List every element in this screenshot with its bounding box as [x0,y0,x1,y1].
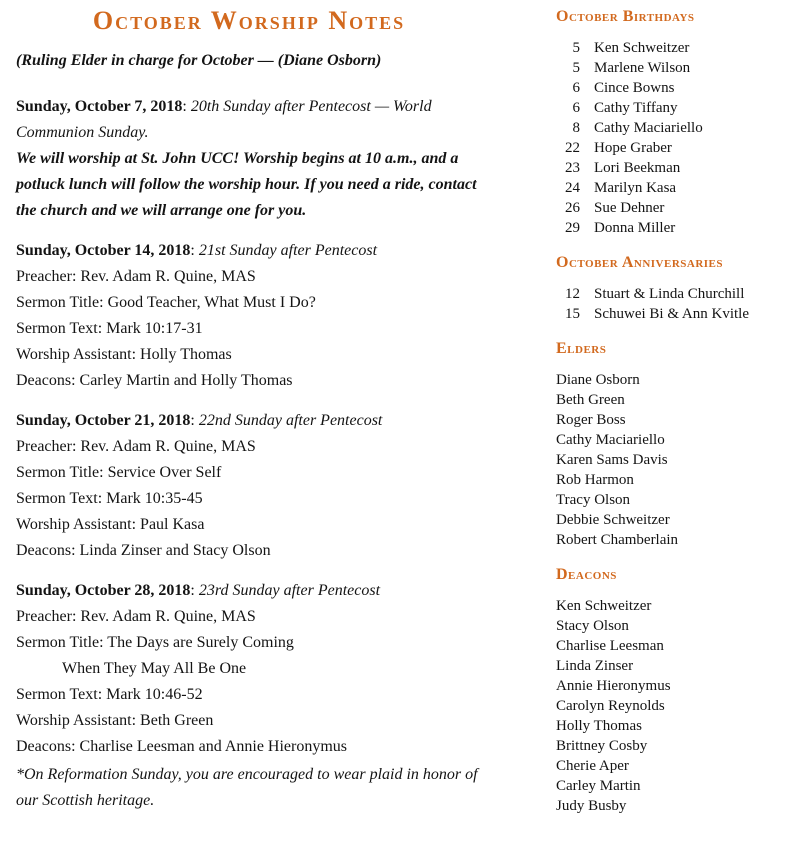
service-separator: : [190,242,199,259]
anniversary-row [556,284,800,304]
deacon-name: Ken Schweitzer [556,598,652,614]
service-preacher: Preacher: Rev. Adam R. Quine, MAS [16,608,256,625]
birthday-name: Cince Bowns [594,80,675,96]
birthday-row [556,138,800,158]
reformation-footnote: *On Reformation Sunday, you are encouraged to wear plaid in honor of our Scottish heritage. [16,766,478,809]
service-note: We will worship at St. John UCC! Worship begins at 10 a.m., and a potluck lunch will follow the worship hour. If you need a ride, contact the church and we will arrange one for you. [16,150,477,219]
sidebar-column [556,0,800,816]
deacon-name: Brittney Cosby [556,738,648,754]
service-sermon-text: Sermon Text: Mark 10:46-52 [16,686,203,703]
elder-name: Robert Chamberlain [556,532,679,548]
birthday-row [556,98,800,118]
birthday-day: 6 [572,80,580,96]
deacon-name: Stacy Olson [556,618,629,634]
service-subtitle: 22nd Sunday after Pentecost [198,412,383,429]
service-separator: : [190,412,199,429]
birthday-row [556,58,800,78]
service-date: Sunday, October 7, 2018 [16,98,183,115]
birthday-name: Ken Schweitzer [594,40,690,56]
deacon-name: Judy Busby [556,798,627,814]
birthday-row [556,118,800,138]
deacon-name: Carolyn Reynolds [556,698,665,714]
anniversary-row [556,304,800,324]
service-subtitle: 23rd Sunday after Pentecost [198,582,381,599]
birthday-day: 29 [565,220,580,236]
service-october-28 [16,578,482,814]
page-title: October Worship Notes [92,6,406,35]
birthday-name: Sue Dehner [594,200,665,216]
service-sermon-title: Sermon Title: Good Teacher, What Must I Do? [16,294,316,311]
service-heading [16,578,482,604]
deacon-name: Cherie Aper [556,758,629,774]
birthday-name: Marlene Wilson [594,60,691,76]
service-heading [16,94,482,146]
service-worship-assistant: Worship Assistant: Paul Kasa [16,516,205,533]
deacon-name: Annie Hieronymus [556,678,671,694]
service-october-7 [16,94,482,224]
birthdays-list [556,38,800,238]
birthday-row [556,38,800,58]
service-subtitle: 21st Sunday after Pentecost [198,242,378,259]
birthday-day: 5 [572,60,580,76]
service-date: Sunday, October 21, 2018 [16,412,191,429]
service-deacons: Deacons: Charlise Leesman and Annie Hieronymus [16,738,348,755]
service-sermon-title-continued: When They May All Be One [62,660,247,677]
deacons-list [556,596,800,816]
birthday-name: Cathy Maciariello [594,120,703,136]
service-worship-assistant: Worship Assistant: Holly Thomas [16,346,232,363]
service-separator: : [182,98,191,115]
deacon-name: Carley Martin [556,778,641,794]
birthday-day: 8 [572,120,580,136]
birthday-day: 5 [572,40,580,56]
service-sermon-title: Sermon Title: Service Over Self [16,464,222,481]
birthday-row [556,78,800,98]
service-deacons: Deacons: Carley Martin and Holly Thomas [16,372,293,389]
birthday-day: 26 [565,200,580,216]
birthday-row [556,178,800,198]
service-deacons: Deacons: Linda Zinser and Stacy Olson [16,542,271,559]
anniversary-day: 15 [565,306,580,322]
elder-name: Tracy Olson [556,492,631,508]
birthday-day: 24 [565,180,580,196]
elder-name: Debbie Schweitzer [556,512,670,528]
birthday-day: 22 [565,140,580,156]
anniversaries-list [556,284,800,324]
anniversary-names: Stuart & Linda Churchill [594,286,745,302]
elders-list [556,370,800,550]
deacon-name: Charlise Leesman [556,638,664,654]
birthday-name: Marilyn Kasa [594,180,677,196]
service-subtitle: 20th Sunday after Pentecost — World Communion Sunday. [16,98,432,141]
anniversary-day: 12 [565,286,580,302]
birthday-name: Cathy Tiffany [594,100,678,116]
service-sermon-title: Sermon Title: The Days are Surely Coming [16,634,294,651]
service-preacher: Preacher: Rev. Adam R. Quine, MAS [16,438,256,455]
anniversaries-heading: October Anniversaries [556,254,724,271]
ruling-elder-line: (Ruling Elder in charge for October — (Diane Osborn) [16,52,382,69]
birthdays-heading: October Birthdays [556,8,695,25]
service-preacher: Preacher: Rev. Adam R. Quine, MAS [16,268,256,285]
service-october-21 [16,408,482,564]
service-separator: : [190,582,199,599]
birthday-row [556,158,800,178]
anniversary-names: Schuwei Bi & Ann Kvitle [594,306,749,322]
elder-name: Beth Green [556,392,625,408]
elder-name: Cathy Maciariello [556,432,665,448]
birthday-name: Lori Beekman [594,160,681,176]
elders-heading: Elders [556,340,607,357]
service-date: Sunday, October 28, 2018 [16,582,191,599]
elder-name: Roger Boss [556,412,626,428]
elder-name: Karen Sams Davis [556,452,668,468]
deacons-heading: Deacons [556,566,617,583]
birthday-row [556,218,800,238]
service-heading [16,408,482,434]
birthday-day: 6 [572,100,580,116]
elder-name: Rob Harmon [556,472,634,488]
service-sermon-text: Sermon Text: Mark 10:17-31 [16,320,203,337]
service-worship-assistant: Worship Assistant: Beth Green [16,712,214,729]
birthday-name: Hope Graber [594,140,672,156]
deacon-name: Holly Thomas [556,718,642,734]
service-october-14 [16,238,482,394]
elder-name: Diane Osborn [556,372,640,388]
deacon-name: Linda Zinser [556,658,634,674]
birthday-row [556,198,800,218]
birthday-name: Donna Miller [594,220,676,236]
birthday-day: 23 [565,160,580,176]
service-heading [16,238,482,264]
service-sermon-text: Sermon Text: Mark 10:35-45 [16,490,203,507]
service-date: Sunday, October 14, 2018 [16,242,191,259]
